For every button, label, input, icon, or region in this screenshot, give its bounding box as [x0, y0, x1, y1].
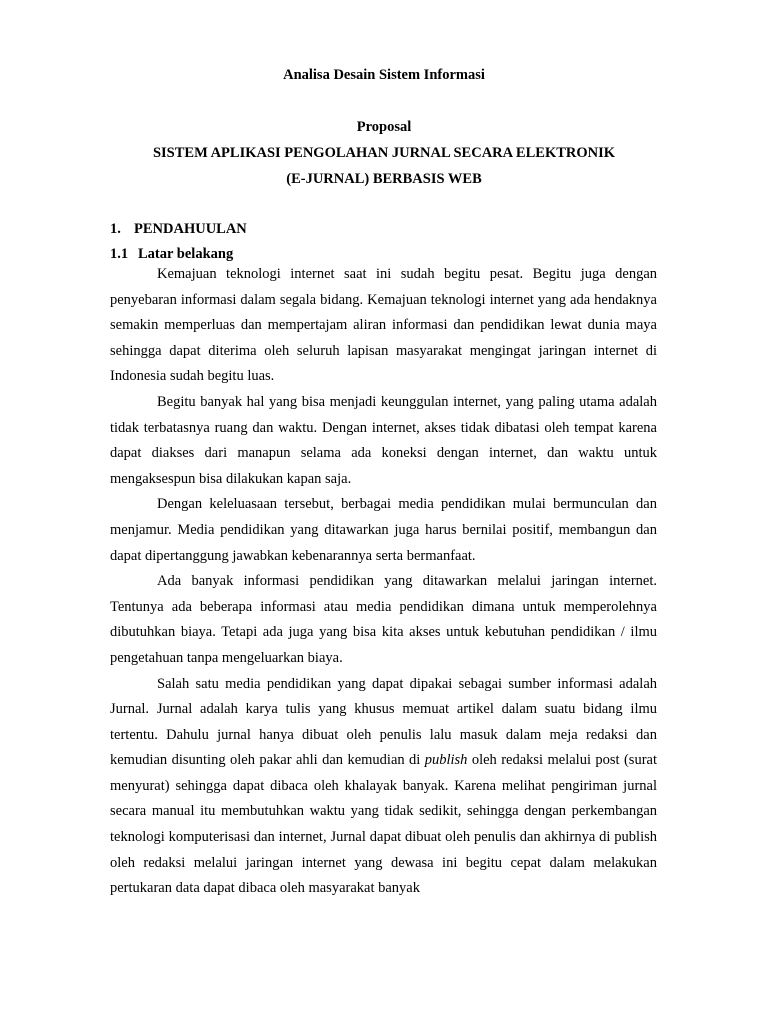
paragraph: Ada banyak informasi pendidikan yang ditawarkan melalui jaringan internet. Tentunya ada beberapa informasi atau media pendidikan dimana untuk memperolehnya dibutuhkan biaya. Tetapi ada juga yang bisa kita akses untuk kebutuhan pendidikan / ilmu pengetahuan tanpa mengeluarkan biaya.: [110, 573, 657, 666]
paragraph: [110, 672, 657, 902]
proposal-label: Proposal: [356, 119, 412, 135]
subsection-title: Latar belakang: [138, 246, 234, 262]
subsection-heading: [110, 245, 233, 263]
body-text: [110, 262, 657, 902]
paragraph-text: oleh redaksi melalui post (surat menyurat) sehingga dapat dibaca oleh khalayak banyak. Karena melihat pengiriman jurnal secara manual itu membutuhkan waktu yang tidak sedikit, sehingga dengan perkembangan teknologi komputerisasi dan internet, Jurnal dapat dibuat oleh penulis dan akhirnya di publish oleh redaksi melalui jaringan internet yang dewasa ini begitu cepat dalam melakukan pertukaran data dapat dibaca oleh masyarakat banyak: [110, 752, 657, 897]
italic-term: publish: [424, 752, 468, 769]
paragraph-text: Salah satu media pendidikan yang dapat dipakai sebagai sumber informasi adalah Jurnal. Jurnal adalah karya tulis yang khusus memuat artikel dalam suatu bidang ilmu tertentu. Dahulu jurnal hanya dibuat oleh penulis lalu masuk dalam meja redaksi dan kemudian disunting oleh pakar ahli dan kemudian di: [110, 675, 657, 769]
document-title-line-2: (E-JURNAL) BERBASIS WEB: [286, 171, 482, 187]
course-title: Analisa Desain Sistem Informasi: [283, 67, 485, 83]
subsection-number: 1.1: [110, 246, 129, 262]
section-heading: [110, 220, 247, 238]
section-title: PENDAHUULAN: [134, 221, 247, 237]
paragraph: Kemajuan teknologi internet saat ini sudah begitu pesat. Begitu juga dengan penyebaran informasi dalam segala bidang. Kemajuan teknologi internet yang ada hendaknya semakin memperluas dan mempertajam aliran informasi dan pendidikan lewat dunia maya sehingga dapat diterima oleh seluruh lapisan masyarakat mengingat jaringan internet di Indonesia sudah begitu luas.: [110, 266, 657, 385]
paragraph: Dengan keleluasaan tersebut, berbagai media pendidikan mulai bermunculan dan menjamur. Media pendidikan yang ditawarkan juga harus bernilai positif, membangun dan dapat dipertanggung jawabkan kebenarannya serta bermanfaat.: [110, 496, 657, 564]
paragraph: Begitu banyak hal yang bisa menjadi keunggulan internet, yang paling utama adalah tidak terbatasnya ruang dan waktu. Dengan internet, akses tidak dibatasi oleh tempat karena dapat diakses dari manapun selama ada koneksi dengan internet, dan waktu untuk mengaksespun bisa dilakukan kapan saja.: [110, 393, 657, 487]
document-title-line-1: SISTEM APLIKASI PENGOLAHAN JURNAL SECARA ELEKTRONIK: [152, 145, 616, 161]
section-number: 1.: [110, 221, 121, 237]
